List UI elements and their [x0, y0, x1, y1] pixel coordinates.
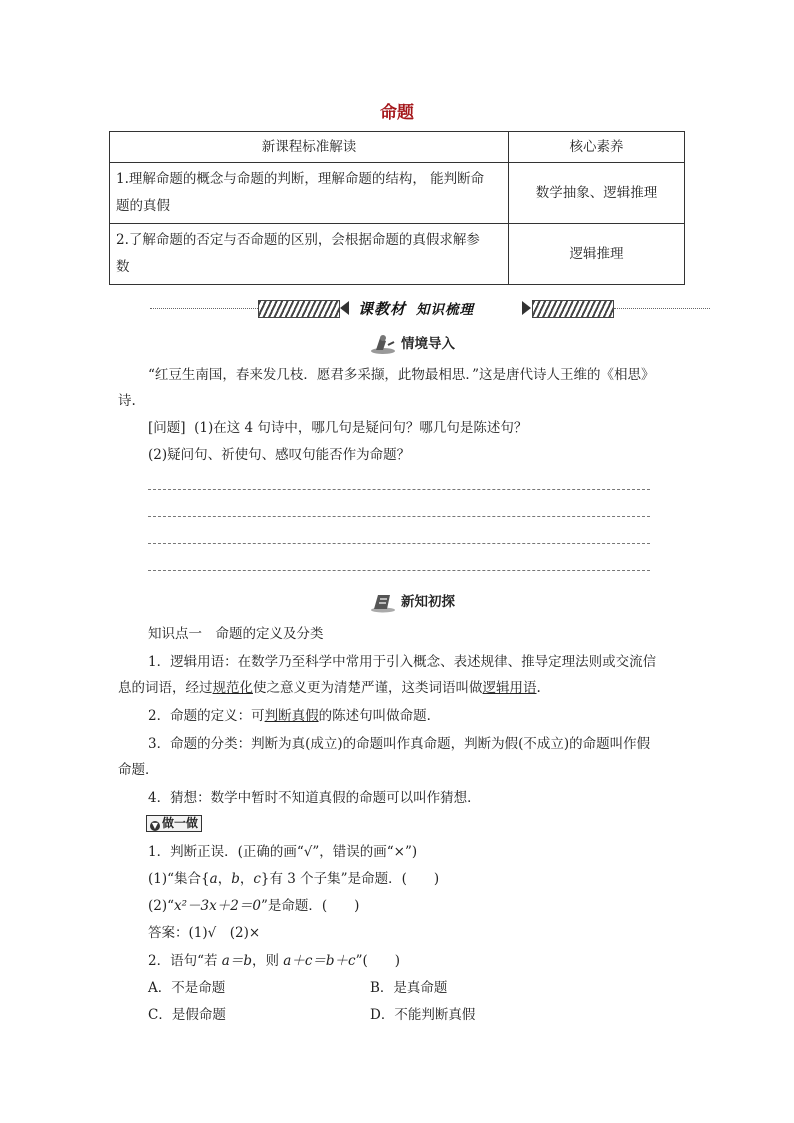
section-banner — [150, 297, 710, 321]
text: ”是命题．( ) — [260, 898, 360, 914]
text: }有 3 个子集”是命题．( ) — [260, 871, 440, 887]
standards-table — [109, 131, 685, 285]
option-b: B．是真命题 — [370, 980, 448, 996]
practice-answer: 答案：(1)√ (2)× — [148, 925, 261, 941]
math-expression: x²－3x＋2＝0 — [174, 898, 261, 914]
practice-q1-1 — [148, 869, 439, 889]
item-4: 4．猜想：数学中暂时不知道真假的命题可以叫作猜想． — [148, 790, 481, 806]
standard-line: 1.理解命题的概念与命题的判断，理解命题的结构， 能判断命 — [116, 171, 485, 187]
question-1-text: (1)在这 4 句诗中，哪几句是疑问句？哪几句是陈述句？ — [194, 420, 528, 436]
divider-dots-right — [614, 308, 710, 309]
text: 的陈述句叫做命题． — [318, 708, 441, 724]
text: 息的词语，经过 — [118, 680, 213, 696]
arrow-left-icon — [340, 301, 349, 315]
practice-q1-2 — [148, 896, 359, 916]
banner-word1: 课教材 — [358, 300, 407, 318]
practice-badge — [146, 815, 202, 832]
stripe-decoration-left — [258, 300, 340, 318]
stripe-decoration-right — [532, 300, 614, 318]
item-2 — [148, 706, 440, 726]
math-var: b — [231, 871, 240, 887]
table-row — [110, 163, 685, 224]
answer-line — [148, 516, 650, 517]
standard-line: 数 — [116, 259, 130, 275]
question-1 — [148, 418, 527, 438]
text: 使之意义更为清楚严谨，这类词语叫做 — [253, 680, 483, 696]
math-var: a — [209, 871, 218, 887]
standard-cell — [110, 224, 509, 285]
standard-line: 2.了解命题的否定与否命题的区别，会根据命题的真假求解参 — [116, 232, 480, 248]
poem-line: 诗. — [118, 393, 136, 409]
option-c: C．是假命题 — [148, 1007, 226, 1023]
underlined-term: 逻辑用语 — [482, 680, 537, 696]
badge-icon: ▼ — [151, 821, 159, 830]
arrow-right-icon — [522, 301, 531, 315]
math-expression: a＋c＝b＋c — [283, 953, 356, 969]
practice-q1-stem: 1．判断正误．(正确的画“√”，错误的画“×”) — [148, 844, 418, 860]
underlined-term: 判断真假 — [264, 708, 319, 724]
item-3-line: 命题． — [118, 762, 159, 778]
standard-line: 题的真假 — [116, 198, 170, 214]
math-var: c — [253, 871, 261, 887]
page-title: 命题 — [380, 103, 414, 123]
text: ， — [239, 871, 254, 887]
option-d: D．不能判断真假 — [370, 1007, 476, 1023]
item-1-line — [118, 678, 541, 698]
literacy-cell: 数学抽象、逻辑推理 — [509, 163, 685, 224]
standard-cell — [110, 163, 509, 224]
banner-title — [358, 298, 508, 319]
text: 2．语句“若 — [148, 953, 222, 969]
literacy-cell: 逻辑推理 — [509, 224, 685, 285]
poem-line: “红豆生南国，春来发几枝．愿君多采撷，此物最相思．”这是唐代诗人王维的《相思》 — [148, 367, 655, 383]
badge-text: 做一做 — [162, 816, 199, 830]
table-row — [110, 224, 685, 285]
divider-dots-left — [150, 308, 258, 309]
answer-line — [148, 570, 650, 571]
option-a: A．不是命题 — [148, 980, 226, 996]
new-knowledge-icon — [370, 591, 396, 613]
knowledge-point-title: 知识点一 命题的定义及分类 — [148, 626, 324, 642]
text: 2．命题的定义：可 — [148, 708, 265, 724]
text: ，则 — [252, 953, 284, 969]
math-expression: a＝b — [221, 953, 252, 969]
text: ”( ) — [355, 953, 401, 969]
text: (1)“集合{ — [148, 871, 210, 887]
text: (2)“ — [148, 898, 175, 914]
new-knowledge-heading-text: 新知初探 — [401, 594, 455, 610]
answer-line — [148, 489, 650, 490]
scenario-heading-text: 情境导入 — [401, 336, 455, 352]
new-knowledge-heading — [370, 590, 455, 613]
question-2: (2)疑问句、祈使句、感叹句能否作为命题？ — [148, 447, 411, 463]
text: . — [536, 680, 541, 696]
banner-word2: 知识梳理 — [416, 302, 475, 318]
text: ， — [217, 871, 232, 887]
table-header-literacy: 核心素养 — [509, 132, 685, 163]
practice-q2 — [148, 951, 400, 971]
item-1-line: 1．逻辑用语：在数学乃至科学中常用于引入概念、表述规律、推导定理法则或交流信 — [148, 654, 657, 670]
underlined-term: 规范化 — [212, 680, 253, 696]
table-header-row — [110, 132, 685, 163]
scenario-icon — [370, 333, 396, 355]
scenario-heading — [370, 332, 455, 355]
answer-line — [148, 543, 650, 544]
table-header-standard: 新课程标准解读 — [110, 132, 509, 163]
question-label: [问题] — [148, 420, 186, 436]
item-3-line: 3．命题的分类：判断为真(成立)的命题叫作真命题，判断为假(不成立)的命题叫作假 — [148, 736, 651, 752]
